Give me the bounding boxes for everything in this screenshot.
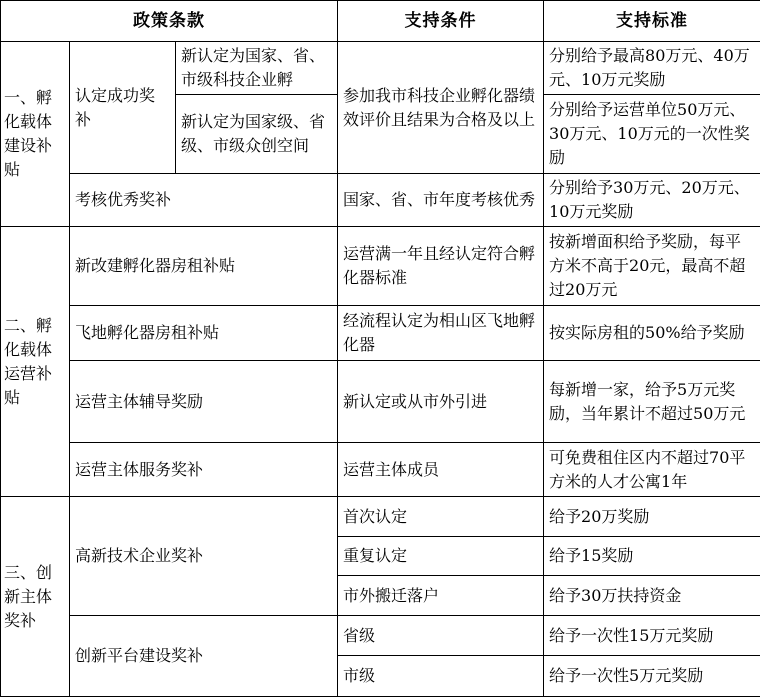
item-standard: 按新增面积给予奖励，每平方米不高于20元，最高不超过20万元 [544, 227, 760, 306]
item-name: 考核优秀奖补 [70, 174, 338, 227]
item-condition: 省级 [338, 616, 544, 656]
item-condition: 国家、省、市年度考核优秀 [338, 174, 544, 227]
item-standard: 给予30万扶持资金 [544, 576, 760, 616]
table-row [1, 174, 760, 227]
item-name: 新改建孵化器房租补贴 [70, 227, 338, 306]
item-name: 创新平台建设奖补 [70, 616, 338, 697]
item-condition: 运营满一年且经认定符合孵化器标准 [338, 227, 544, 306]
item-standard: 分别给予30万元、20万元、10万元奖励 [544, 174, 760, 227]
item-standard: 分别给予运营单位50万元、30万元、10万元的一次性奖励 [544, 95, 760, 174]
table-row [1, 42, 760, 95]
table-row [1, 361, 760, 443]
section-title: 一、孵化载体建设补贴 [1, 42, 70, 227]
item-name: 运营主体辅导奖励 [70, 361, 338, 443]
item-standard: 给予一次性5万元奖励 [544, 656, 760, 697]
sub-item-name: 新认定为国家级、省级、市级众创空间 [176, 95, 338, 174]
item-standard: 每新增一家，给予5万元奖励，当年累计不超过50万元 [544, 361, 760, 443]
table-row [1, 616, 760, 656]
item-standard: 给予一次性15万元奖励 [544, 616, 760, 656]
table-row [1, 306, 760, 361]
item-condition: 重复认定 [338, 537, 544, 576]
header-standard: 支持标准 [544, 1, 760, 42]
sub-item-name: 新认定为国家、省、市级科技企业孵 [176, 42, 338, 95]
item-standard: 可免费租住区内不超过70平方米的人才公寓1年 [544, 443, 760, 497]
item-standard: 按实际房租的50%给予奖励 [544, 306, 760, 361]
item-name: 飞地孵化器房租补贴 [70, 306, 338, 361]
item-condition: 首次认定 [338, 497, 544, 537]
item-condition: 市外搬迁落户 [338, 576, 544, 616]
header-row [1, 1, 760, 42]
item-standard: 分别给予最高80万元、40万元、10万元奖励 [544, 42, 760, 95]
item-condition: 市级 [338, 656, 544, 697]
item-condition: 参加我市科技企业孵化器绩效评价且结果为合格及以上 [338, 42, 544, 174]
item-standard: 给予15奖励 [544, 537, 760, 576]
item-name: 高新技术企业奖补 [70, 497, 338, 616]
table-row [1, 497, 760, 537]
header-policy: 政策条款 [1, 1, 338, 42]
table-row [1, 443, 760, 497]
header-condition: 支持条件 [338, 1, 544, 42]
item-condition: 新认定或从市外引进 [338, 361, 544, 443]
item-standard: 给予20万奖励 [544, 497, 760, 537]
section-title: 三、创新主体奖补 [1, 497, 70, 697]
item-name: 运营主体服务奖补 [70, 443, 338, 497]
section-title: 二、孵化载体运营补贴 [1, 227, 70, 497]
table-row [1, 227, 760, 306]
item-condition: 运营主体成员 [338, 443, 544, 497]
item-condition: 经流程认定为相山区飞地孵化器 [338, 306, 544, 361]
item-name: 认定成功奖补 [70, 42, 176, 174]
